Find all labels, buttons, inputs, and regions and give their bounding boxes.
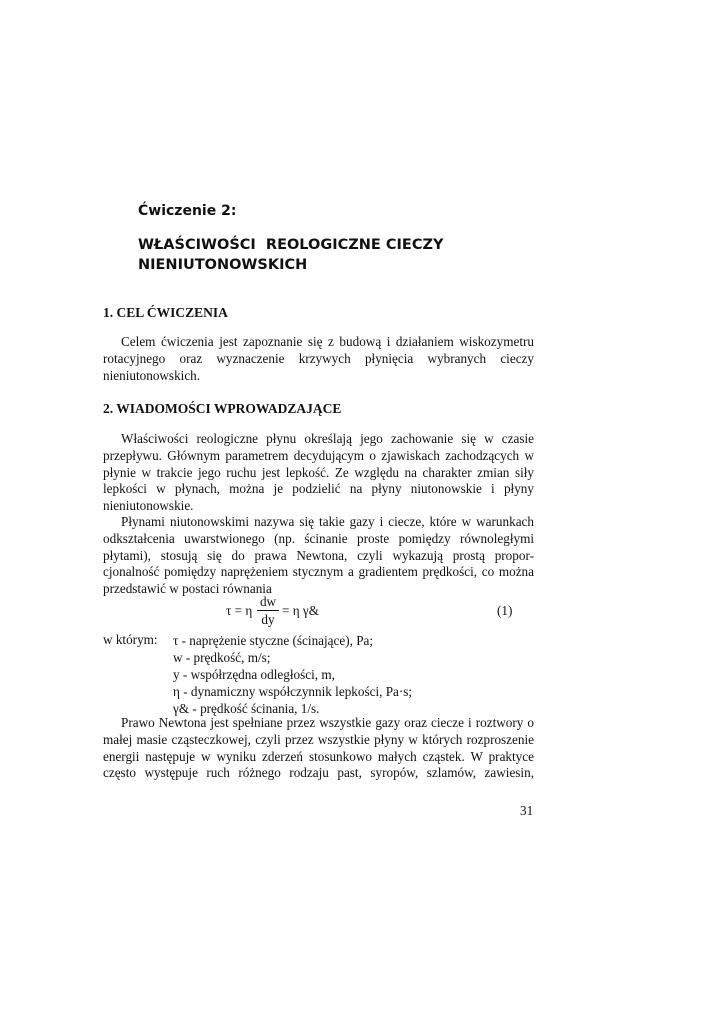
section-1-heading: 1. CEL ĆWICZENIA <box>103 305 228 320</box>
fraction-numerator: dw <box>259 594 277 609</box>
paragraph-line: przedstawić w postaci równania <box>103 581 272 597</box>
section-2-paragraph-1 <box>103 431 534 515</box>
section-2-paragraph-3 <box>103 715 534 782</box>
paragraph-line: Prawo Newtona jest spełniane przez wszystkie gazy oraz ciecze i roztwory o <box>121 715 534 730</box>
paragraph-line: energii następuje w wyniku zderzeń stosunkowo małych cząstek. W praktyce <box>103 748 534 764</box>
chapter-title <box>138 235 538 275</box>
paragraph-line: odkształcenia uwarstwionego (np. ścinanie proste pomiędzy równoległymi <box>103 530 534 546</box>
equation-fraction <box>257 594 279 627</box>
symbol-legend <box>173 632 412 717</box>
equation-right-side: = η γ& <box>282 603 320 618</box>
paragraph-line: płynie w trakcie jego ruchu jest lepkość. Ze względu na charakter zmian siły <box>103 464 534 480</box>
legend-item: η - dynamiczny współczynnik lepkości, Pa·s; <box>173 684 413 699</box>
chapter-title-line-1: WŁAŚCIWOŚCI REOLOGICZNE CIECZY <box>138 237 444 253</box>
paragraph-line: przepływu. Głównym parametrem decydującym o zjawiskach zachodzących w <box>103 447 534 463</box>
legend-item: w - prędkość, m/s; <box>173 650 271 665</box>
exercise-label: Ćwiczenie 2: <box>138 203 237 219</box>
where-label: w którym: <box>103 632 158 647</box>
fraction-bar <box>257 610 279 611</box>
section-2-paragraph-2 <box>103 514 534 598</box>
equation-left-side: τ = η <box>226 603 253 618</box>
paragraph-line: nieniutonowskie. <box>103 498 194 514</box>
paragraph-line: często występuje ruch różnego rodzaju past, syropów, szlamów, zawiesin, <box>103 765 534 781</box>
legend-item: τ - naprężenie styczne (ścinające), Pa; <box>173 633 374 648</box>
paragraph-line: Właściwości reologiczne płynu określają jego zachowanie się w czasie <box>121 431 534 446</box>
page-number: 31 <box>520 803 534 818</box>
chapter-title-line-2: NIENIUTONOWSKICH <box>138 257 308 273</box>
section-1-paragraph <box>103 334 534 384</box>
paragraph-line: płytami), stosują się do prawa Newtona, czyli wykazują prostą propor- <box>103 547 534 563</box>
legend-item: y - współrzędna odległości, m, <box>173 667 335 682</box>
paragraph-line: Celem ćwiczenia jest zapoznanie się z budową i działaniem wiskozymetru <box>121 334 534 349</box>
paragraph-line: rotacyjnego oraz wyznaczenie krzywych płynięcia wybranych cieczy <box>103 350 534 366</box>
section-2-heading: 2. WIADOMOŚCI WPROWADZAJĄCE <box>103 401 342 416</box>
paragraph-line: cjonalność pomiędzy naprężeniem stycznym a gradientem prędkości, co można <box>103 564 534 580</box>
paragraph-line: małej masie cząsteczkowej, czyli przez wszystkie płyny w których rozproszenie <box>103 731 534 747</box>
fraction-denominator: dy <box>261 612 275 627</box>
equation-number: (1) <box>497 603 513 618</box>
paragraph-line: Płynami niutonowskimi nazywa się takie gazy i ciecze, które w warunkach <box>121 514 534 529</box>
paragraph-line: lepkości w płynach, można je podzielić na płyny niutonowskie i płyny <box>103 481 534 497</box>
paragraph-line: nieniutonowskich. <box>103 367 201 383</box>
legend-item: γ& - prędkość ścinania, 1/s. <box>173 701 320 716</box>
